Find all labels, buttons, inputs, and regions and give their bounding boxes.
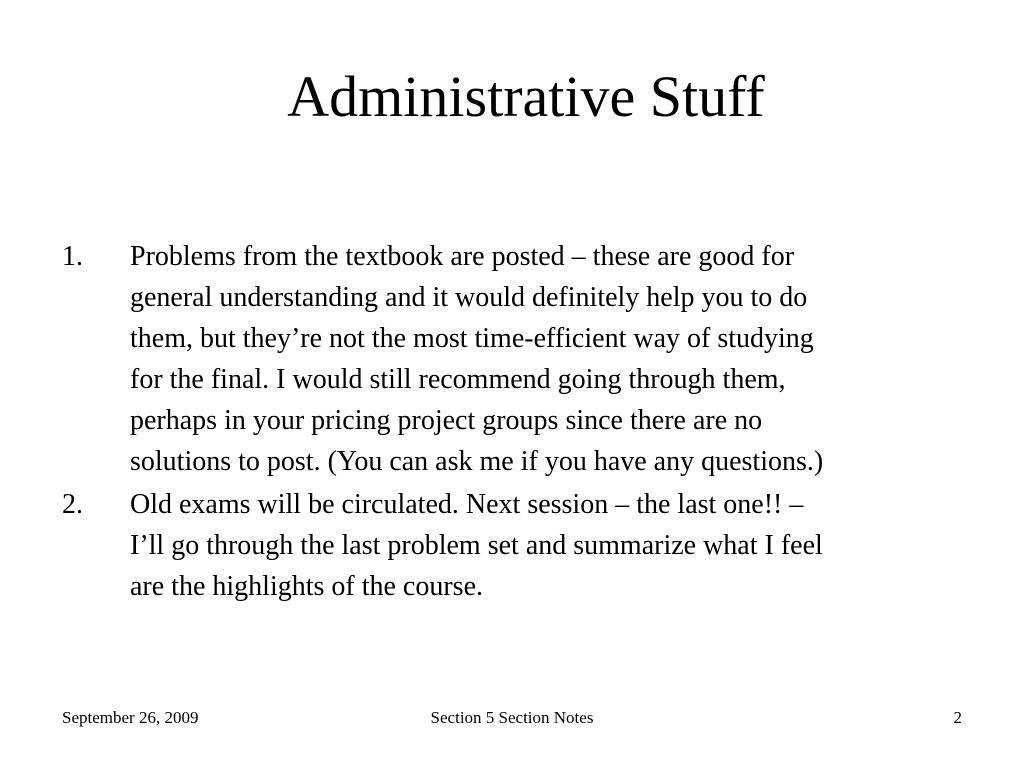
list-item-number: 1.	[62, 241, 83, 272]
bullet-list	[62, 236, 992, 609]
footer-section-title: Section 5 Section Notes	[430, 708, 594, 727]
footer-date: September 26, 2009	[62, 708, 199, 727]
slide-title: Administrative Stuff	[287, 64, 765, 129]
list-item-text: Problems from the textbook are posted – these are good for general understanding and it would definitely help you to do them, but they’re not the most time-efficient way of studying for the final. I would still recommend going through them, perhaps in your pricing project groups since there are no solutions to post. (You can ask me if you have any questions.)	[130, 241, 824, 477]
footer-page-number: 2	[953, 708, 962, 727]
list-item-1	[62, 236, 992, 482]
list-item-2	[62, 484, 992, 607]
list-item-number: 2.	[62, 489, 83, 520]
list-item-text: Old exams will be circulated. Next session – the last one!! – I’ll go through the last problem set and summarize what I feel are the highlights of the course.	[130, 489, 823, 602]
